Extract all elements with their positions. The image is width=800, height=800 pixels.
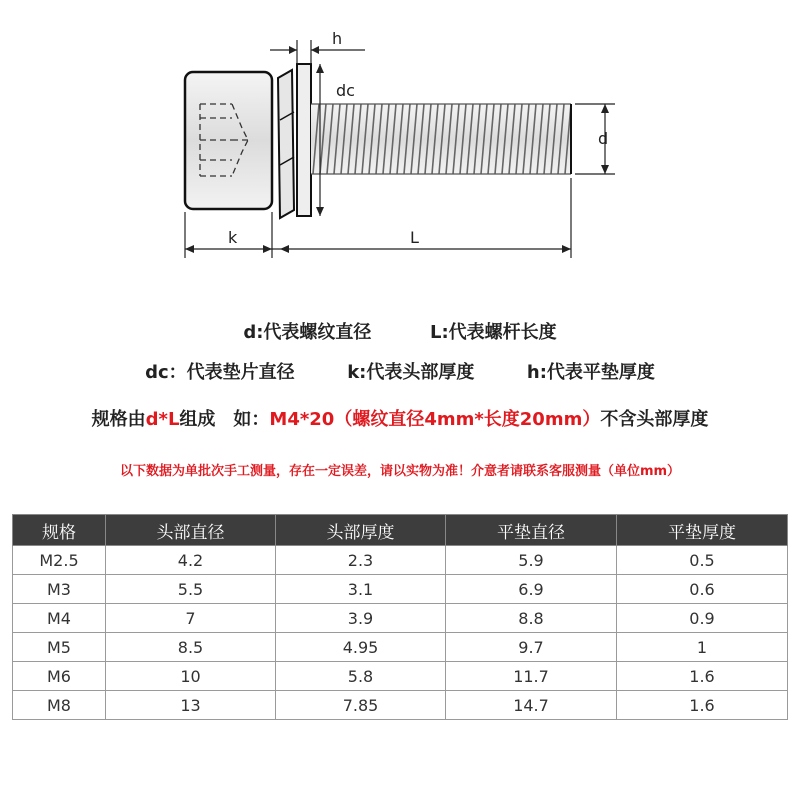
- table-row: [13, 546, 788, 575]
- table-row: [13, 575, 788, 604]
- header-washer-diameter: 平垫直径: [446, 515, 617, 546]
- table-cell: 0.5: [617, 546, 788, 575]
- header-washer-thickness: 平垫厚度: [617, 515, 788, 546]
- legend-line-1: [0, 318, 800, 344]
- label-dc: dc: [336, 81, 355, 100]
- table-cell: 3.9: [276, 604, 446, 633]
- table-cell: 1.6: [617, 691, 788, 720]
- spec-table: [12, 514, 788, 720]
- spec-mid: 组成 如：: [179, 409, 270, 430]
- table-cell: M5: [13, 633, 106, 662]
- header-head-thickness: 头部厚度: [276, 515, 446, 546]
- table-cell: 7: [106, 604, 276, 633]
- flat-washer: [297, 64, 311, 216]
- table-cell: 14.7: [446, 691, 617, 720]
- table-row: [13, 662, 788, 691]
- table-cell: 6.9: [446, 575, 617, 604]
- table-cell: 4.2: [106, 546, 276, 575]
- table-row: [13, 633, 788, 662]
- table-cell: M4: [13, 604, 106, 633]
- legend-dc: dc：代表垫片直径: [145, 362, 295, 383]
- spring-washer: [278, 70, 294, 218]
- legend-L: L:代表螺杆长度: [429, 322, 557, 343]
- screw-head: [185, 72, 272, 209]
- spec-example: M4*20（螺纹直径4mm*长度20mm）: [269, 409, 601, 430]
- label-k: k: [228, 228, 238, 247]
- label-L: L: [410, 228, 419, 247]
- measurement-note: 以下数据为单批次手工测量，存在一定误差，请以实物为准！介意者请联系客服测量（单位mm）: [119, 464, 681, 479]
- table-cell: M8: [13, 691, 106, 720]
- table-cell: 8.5: [106, 633, 276, 662]
- threaded-shank: [311, 104, 571, 174]
- spec-prefix: 规格由: [91, 409, 146, 430]
- legend-d: d:代表螺纹直径: [243, 322, 372, 343]
- table-cell: 5.8: [276, 662, 446, 691]
- header-spec: 规格: [13, 515, 106, 546]
- table-cell: 4.95: [276, 633, 446, 662]
- header-head-diameter: 头部直径: [106, 515, 276, 546]
- table-cell: 3.1: [276, 575, 446, 604]
- table-cell: 0.6: [617, 575, 788, 604]
- table-cell: 1: [617, 633, 788, 662]
- screw-diagram: [0, 0, 800, 290]
- spec-formula: d*L: [145, 409, 180, 430]
- table-cell: M2.5: [13, 546, 106, 575]
- table-row: [13, 691, 788, 720]
- spec-suffix: 不含头部厚度: [600, 409, 709, 430]
- label-d: d: [598, 129, 609, 148]
- legend-line-2: [0, 358, 800, 384]
- table-cell: 2.3: [276, 546, 446, 575]
- table-cell: 8.8: [446, 604, 617, 633]
- legend-h: h:代表平垫厚度: [526, 362, 655, 383]
- table-cell: 0.9: [617, 604, 788, 633]
- table-cell: 5.9: [446, 546, 617, 575]
- table-cell: 7.85: [276, 691, 446, 720]
- table-header-row: [13, 515, 788, 546]
- table-cell: M3: [13, 575, 106, 604]
- table-cell: 9.7: [446, 633, 617, 662]
- spec-example-line: [0, 405, 800, 431]
- label-h: h: [332, 29, 343, 48]
- table-cell: M6: [13, 662, 106, 691]
- table-cell: 5.5: [106, 575, 276, 604]
- table-cell: 1.6: [617, 662, 788, 691]
- table-cell: 11.7: [446, 662, 617, 691]
- table-cell: 10: [106, 662, 276, 691]
- table-cell: 13: [106, 691, 276, 720]
- table-row: [13, 604, 788, 633]
- legend-k: k:代表头部厚度: [347, 362, 475, 383]
